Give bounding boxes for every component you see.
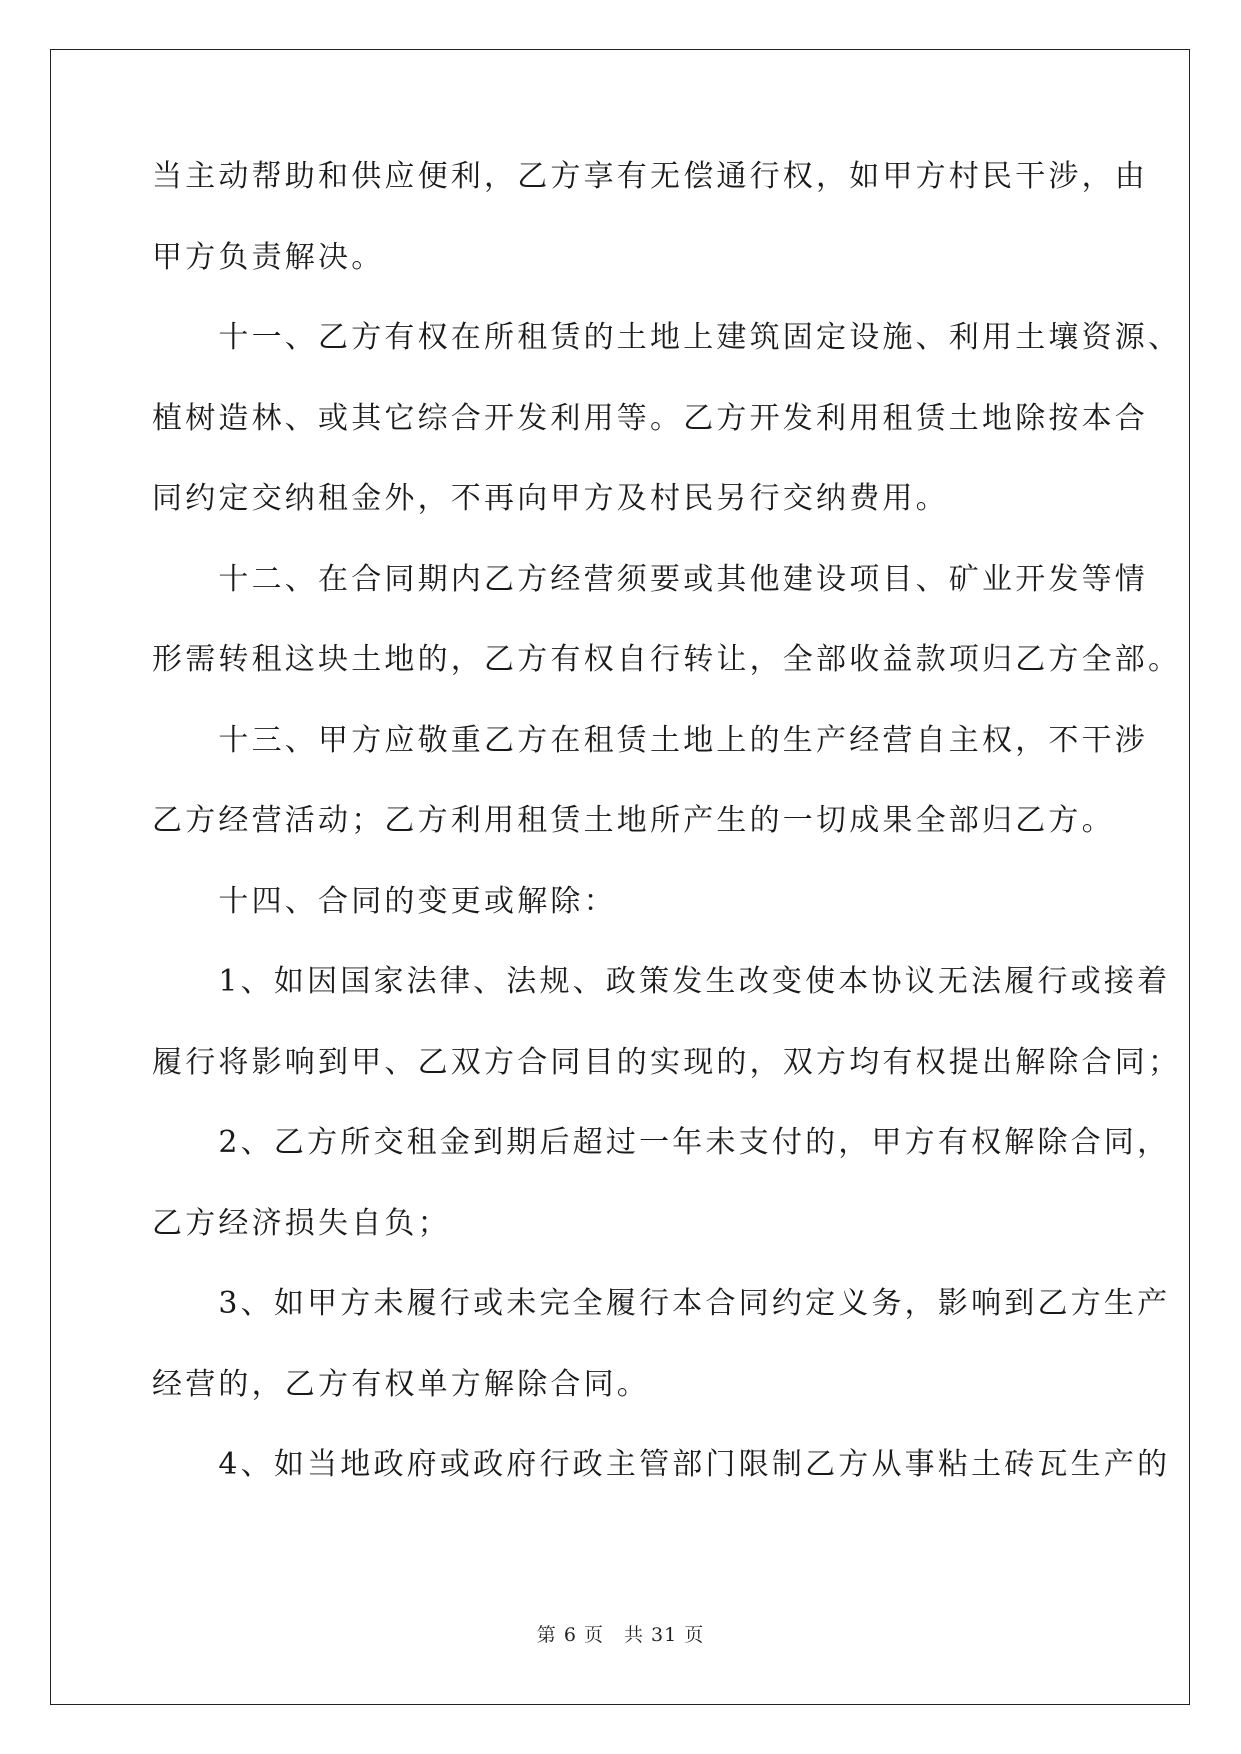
text-line: 形需转租这块土地的，乙方有权自行转让，全部收益款项归乙方全部。 [152, 642, 1182, 677]
paragraph-item-3 [152, 1286, 1171, 1450]
paragraph-continuation [152, 159, 1148, 323]
text-line: 经营的，乙方有权单方解除合同。 [152, 1366, 650, 1402]
text-line: 1、如因国家法律、法规、政策发生改变使本协议无法履行或接着 [152, 964, 1171, 999]
paragraph-clause-12 [152, 561, 1182, 726]
paragraph-item-4 [152, 1447, 1171, 1531]
text-line: 履行将影响到甲、乙双方合同目的实现的，双方均有权提出解除合同； [152, 1044, 1182, 1080]
text-line: 3、如甲方未履行或未完全履行本合同约定义务，影响到乙方生产 [152, 1286, 1171, 1321]
text-line: 植树造林、或其它综合开发利用等。乙方开发利用租赁土地除按本合 [152, 400, 1148, 436]
text-line: 十三、甲方应敬重乙方在租赁土地上的生产经营自主权，不干涉 [152, 722, 1148, 758]
text-line: 4、如当地政府或政府行政主管部门限制乙方从事粘土砖瓦生产的 [152, 1447, 1171, 1482]
text-line: 十二、在合同期内乙方经营须要或其他建设项目、矿业开发等情 [152, 561, 1148, 597]
text-line: 甲方负责解决。 [152, 239, 385, 275]
text-line: 2、乙方所交租金到期后超过一年未支付的，甲方有权解除合同， [152, 1125, 1171, 1160]
paragraph-clause-14 [152, 883, 1092, 968]
text-line: 当主动帮助和供应便利，乙方享有无偿通行权，如甲方村民干涉，由 [152, 159, 1148, 194]
paragraph-item-2 [152, 1125, 1171, 1289]
text-line: 乙方经营活动；乙方利用租赁土地所产生的一切成果全部归乙方。 [152, 803, 1115, 838]
text-line: 同约定交纳租金外，不再向甲方及村民另行交纳费用。 [152, 481, 949, 516]
paragraph-item-1 [152, 964, 1182, 1128]
paragraph-clause-11 [152, 320, 1182, 565]
text-line: 乙方经济损失自负； [152, 1205, 451, 1241]
text-line: 十四、合同的变更或解除： [152, 883, 617, 919]
document-body [152, 159, 1182, 1531]
text-line: 十一、乙方有权在所租赁的土地上建筑固定设施、利用土壤资源、 [152, 320, 1182, 355]
paragraph-clause-13 [152, 722, 1148, 887]
page-number-footer: 第 6 页 共 31 页 [536, 1624, 705, 1646]
